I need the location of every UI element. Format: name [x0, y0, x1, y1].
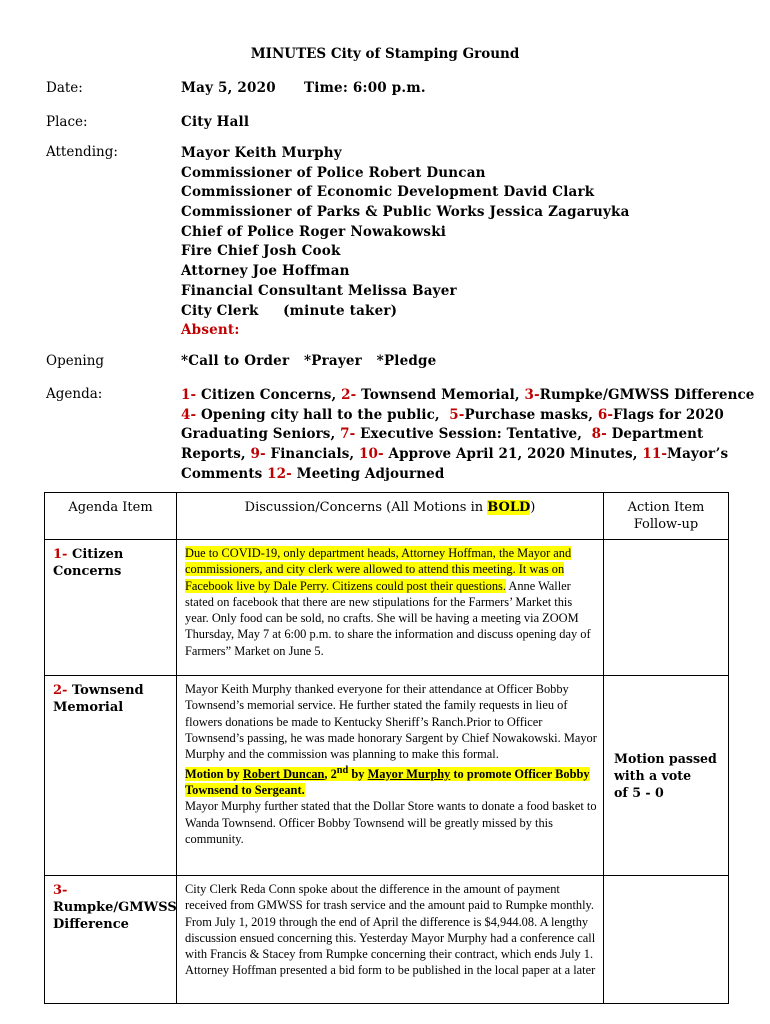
- motion-part: to promote Officer Bobby Townsend to Sergeant.: [185, 766, 590, 797]
- header-discussion: [177, 493, 604, 540]
- agenda-line: [181, 425, 755, 445]
- agenda-list: [181, 386, 755, 484]
- agenda-label: Agenda:: [46, 386, 103, 402]
- discussion-text: City Clerk Reda Conn spoke about the difference in the amount of payment received from GMWSS for trash service and the amount paid to Rumpke monthly. From July 1, 2019 through the end of April the difference is $4,944.08. A lengthy discussion ensued concerning this. Yesterday Mayor Murphy had a conference call with Francis & Stacey from Rumpke concerning their contract, which ends July 1. Attorney Hoffman presented a bid form to be published in the local paper at a later: [185, 882, 596, 978]
- agenda-number: 9-: [250, 446, 266, 463]
- agenda-text: Flags for 2020: [613, 406, 724, 423]
- agenda-number: 8-: [591, 426, 607, 443]
- motion-part: by: [348, 766, 368, 781]
- agenda-text: Executive Session: Tentative,: [355, 426, 592, 443]
- document-title: MINUTES City of Stamping Ground: [250, 46, 520, 62]
- attendee: Commissioner of Police Robert Duncan: [181, 164, 486, 181]
- action-cell: [604, 876, 729, 1004]
- minutes-table: [44, 492, 729, 1004]
- discussion-cell: [177, 676, 604, 876]
- agenda-item-cell: [45, 676, 177, 876]
- absent-label: Absent:: [181, 322, 240, 339]
- action-text: with a vote: [614, 768, 692, 783]
- agenda-number: 4-: [181, 406, 197, 423]
- header-discussion-prefix: Discussion/Concerns (All Motions in: [244, 500, 488, 515]
- table-row: [45, 540, 729, 676]
- header-action: [604, 493, 729, 540]
- discussion-text: Mayor Keith Murphy thanked everyone for their attendance at Officer Bobby Townsend’s memorial service. He further stated the family requests in lieu of flowers donations be made to Kentucky Sheriff’s Ranch.Prior to Officer Townsend’s passing, he was made honorary Sargent by Chief Nowakowski. Mayor Murphy and the commission was planning to make this formal.: [185, 682, 597, 762]
- attendee: Mayor Keith Murphy: [181, 145, 342, 161]
- item-name: Difference: [53, 917, 129, 932]
- action-text: Motion passed: [614, 751, 717, 766]
- agenda-item-cell: [45, 876, 177, 1004]
- motion-part: Motion by: [185, 766, 243, 781]
- agenda-text: Department: [606, 426, 704, 443]
- attending-list: [181, 144, 630, 341]
- agenda-number: 10-: [359, 446, 384, 463]
- item-number: 1-: [53, 547, 68, 562]
- motion-seconder: Mayor Murphy: [367, 766, 451, 781]
- motion-mover: Robert Duncan: [242, 766, 325, 781]
- date-label: Date:: [46, 80, 83, 96]
- attendee: Attorney Joe Hoffman: [181, 263, 350, 280]
- discussion-text: Mayor Murphy further stated that the Dollar Store wants to donate a food basket to Wanda Townsend. Officer Bobby Townsend will be greatly missed by this community.: [185, 799, 597, 846]
- time-value: Time: 6:00 p.m.: [304, 80, 426, 96]
- attendee: City Clerk (minute taker): [181, 302, 398, 319]
- date-value: May 5, 2020: [181, 80, 276, 96]
- attendee: Commissioner of Economic Development David Clark: [181, 184, 595, 201]
- agenda-line: [181, 445, 755, 465]
- motion-text: [185, 764, 590, 797]
- agenda-text: Comments: [181, 465, 268, 482]
- item-name: Rumpke/GMWSS: [53, 900, 177, 915]
- header-action-line: Follow-up: [633, 517, 699, 532]
- table-header-row: [45, 493, 729, 540]
- header-discussion-suffix: ): [530, 500, 536, 515]
- agenda-text: Rumpke/GMWSS Difference: [539, 387, 755, 403]
- agenda-line: [181, 465, 755, 485]
- agenda-text: Townsend Memorial,: [356, 387, 525, 403]
- opening-label: Opening: [46, 353, 105, 369]
- agenda-text: Purchase masks,: [464, 406, 598, 423]
- opening-value: *Call to Order *Prayer *Pledge: [181, 353, 437, 369]
- place-value: City Hall: [181, 114, 250, 130]
- item-name: Citizen: [67, 547, 124, 562]
- action-cell: [604, 540, 729, 676]
- table-row: [45, 676, 729, 876]
- agenda-line: [181, 386, 755, 406]
- header-agenda-item: Agenda Item: [45, 493, 177, 540]
- table-row: [45, 876, 729, 1004]
- agenda-text: Opening city hall to the public,: [196, 406, 450, 423]
- action-cell: [604, 676, 729, 876]
- agenda-number: 11-: [642, 446, 668, 463]
- attendee: Chief of Police Roger Nowakowski: [181, 223, 447, 240]
- place-label: Place:: [46, 114, 88, 130]
- agenda-number: 1-: [181, 387, 197, 403]
- item-name: Townsend: [67, 683, 144, 698]
- agenda-text: Reports,: [181, 446, 251, 463]
- motion-sup: nd: [336, 764, 349, 776]
- item-number: 2-: [53, 683, 68, 698]
- agenda-item-cell: [45, 540, 177, 676]
- agenda-number: 2-: [341, 387, 357, 403]
- item-name: Memorial: [53, 700, 124, 715]
- agenda-text: Approve April 21, 2020 Minutes,: [383, 446, 643, 463]
- header-bold-word: BOLD: [487, 500, 531, 515]
- agenda-text: Citizen Concerns,: [196, 387, 342, 403]
- highlighted-text: Due to COVID-19, only department heads, Attorney Hoffman, the Mayor and commissioners, and city clerk were allowed to attend this meeting. It was on Facebook live by Dale Perry. Citizens could post their questions.: [185, 546, 572, 593]
- agenda-text: Meeting Adjourned: [291, 465, 445, 482]
- attendee: Financial Consultant Melissa Bayer: [181, 282, 457, 299]
- agenda-line: [181, 406, 755, 426]
- agenda-text: Graduating Seniors,: [181, 426, 341, 443]
- discussion-cell: [177, 876, 604, 1004]
- agenda-number: 12-: [267, 465, 292, 482]
- agenda-number: 3-: [524, 387, 540, 403]
- agenda-number: 6-: [597, 406, 614, 423]
- agenda-number: 7-: [340, 426, 356, 443]
- item-name: Concerns: [53, 564, 122, 579]
- action-text: of 5 - 0: [614, 785, 664, 800]
- discussion-text: Anne Waller stated on facebook that there are new stipulations for the Farmers’ Market this year. Only food can be sold, no crafts. She will be having a meeting via ZOOM Thursday, May 7 at 6:00 p.m. to share the information and discuss opening day of Farmers” Market on June 5.: [185, 578, 591, 658]
- attendee: Commissioner of Parks & Public Works Jessica Zagaruyka: [181, 204, 630, 221]
- motion-part: , 2: [324, 766, 337, 781]
- attending-label: Attending:: [46, 144, 118, 160]
- item-number: 3-: [53, 883, 68, 898]
- header-action-line: Action Item: [627, 500, 705, 515]
- discussion-cell: [177, 540, 604, 676]
- agenda-number: 5-: [449, 406, 465, 423]
- agenda-text: Mayor’s: [667, 446, 729, 463]
- attendee: Fire Chief Josh Cook: [181, 243, 341, 260]
- agenda-text: Financials,: [265, 446, 360, 463]
